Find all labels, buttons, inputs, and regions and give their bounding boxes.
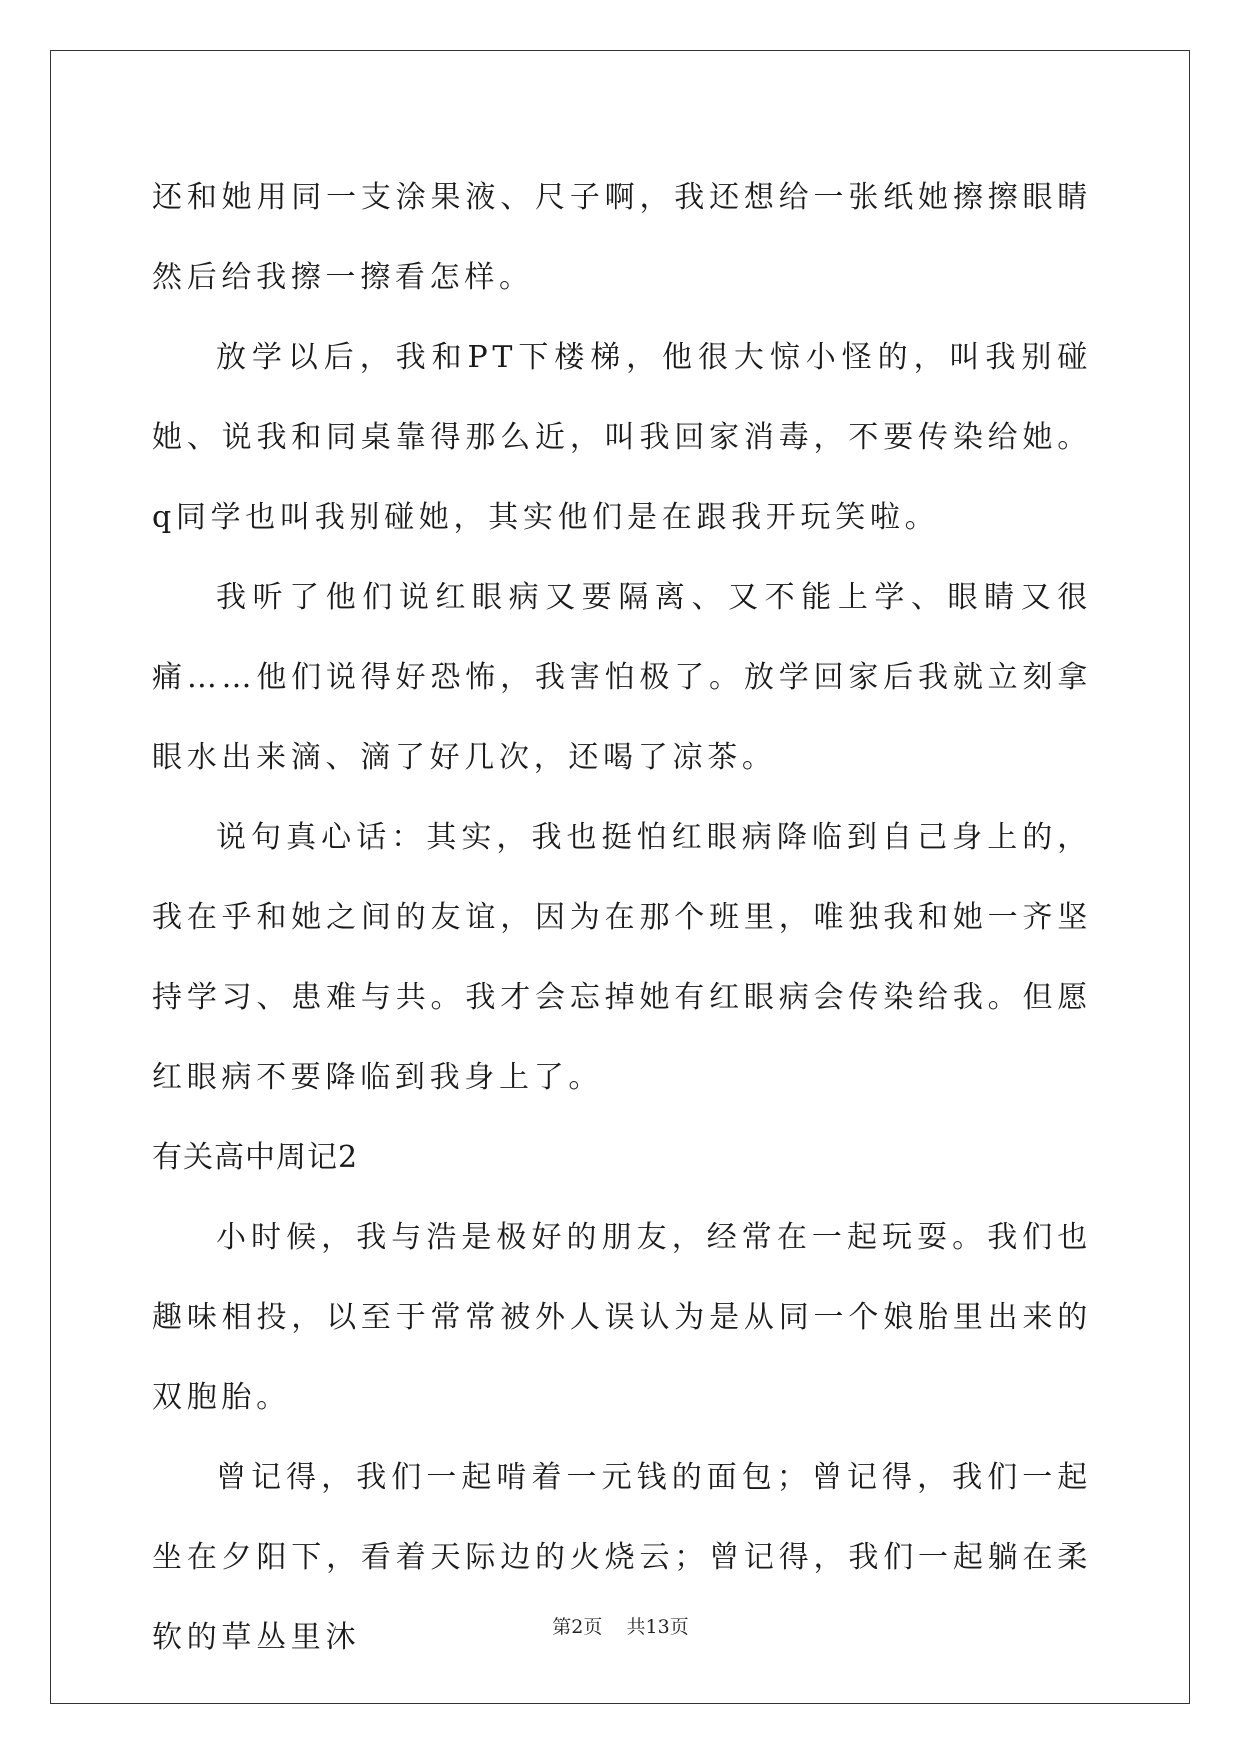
paragraph-5: 小时候，我与浩是极好的朋友，经常在一起玩耍。我们也趣味相投，以至于常常被外人误认为是从同一个娘胎里出来的双胞胎。 bbox=[152, 1220, 1092, 1415]
paragraph-2: 放学以后，我和PT下楼梯，他很大惊小怪的，叫我别碰她、说我和同桌靠得那么近，叫我回家消毒，不要传染给她。q同学也叫我别碰她，其实他们是在跟我开玩笑啦。 bbox=[152, 340, 1092, 535]
document-body bbox=[152, 158, 1092, 1678]
paragraph-1: 还和她用同一支涂果液、尺子啊，我还想给一张纸她擦擦眼睛然后给我擦一擦看怎样。 bbox=[152, 180, 1092, 295]
paragraph-3: 我听了他们说红眼病又要隔离、又不能上学、眼睛又很痛……他们说得好恐怖，我害怕极了。放学回家后我就立刻拿眼水出来滴、滴了好几次，还喝了凉茶。 bbox=[152, 580, 1092, 775]
page-number-footer: 第2页 共13页 bbox=[552, 1616, 689, 1638]
paragraph-6: 曾记得，我们一起啃着一元钱的面包；曾记得，我们一起坐在夕阳下，看着天际边的火烧云；曾记得，我们一起躺在柔软的草丛里沐 bbox=[152, 1460, 1092, 1655]
paragraph-4: 说句真心话：其实，我也挺怕红眼病降临到自己身上的，我在乎和她之间的友谊，因为在那个班里，唯独我和她一齐坚持学习、患难与共。我才会忘掉她有红眼病会传染给我。但愿红眼病不要降临到我身上了。 bbox=[152, 820, 1092, 1095]
section-heading: 有关高中周记2 bbox=[152, 1140, 359, 1175]
